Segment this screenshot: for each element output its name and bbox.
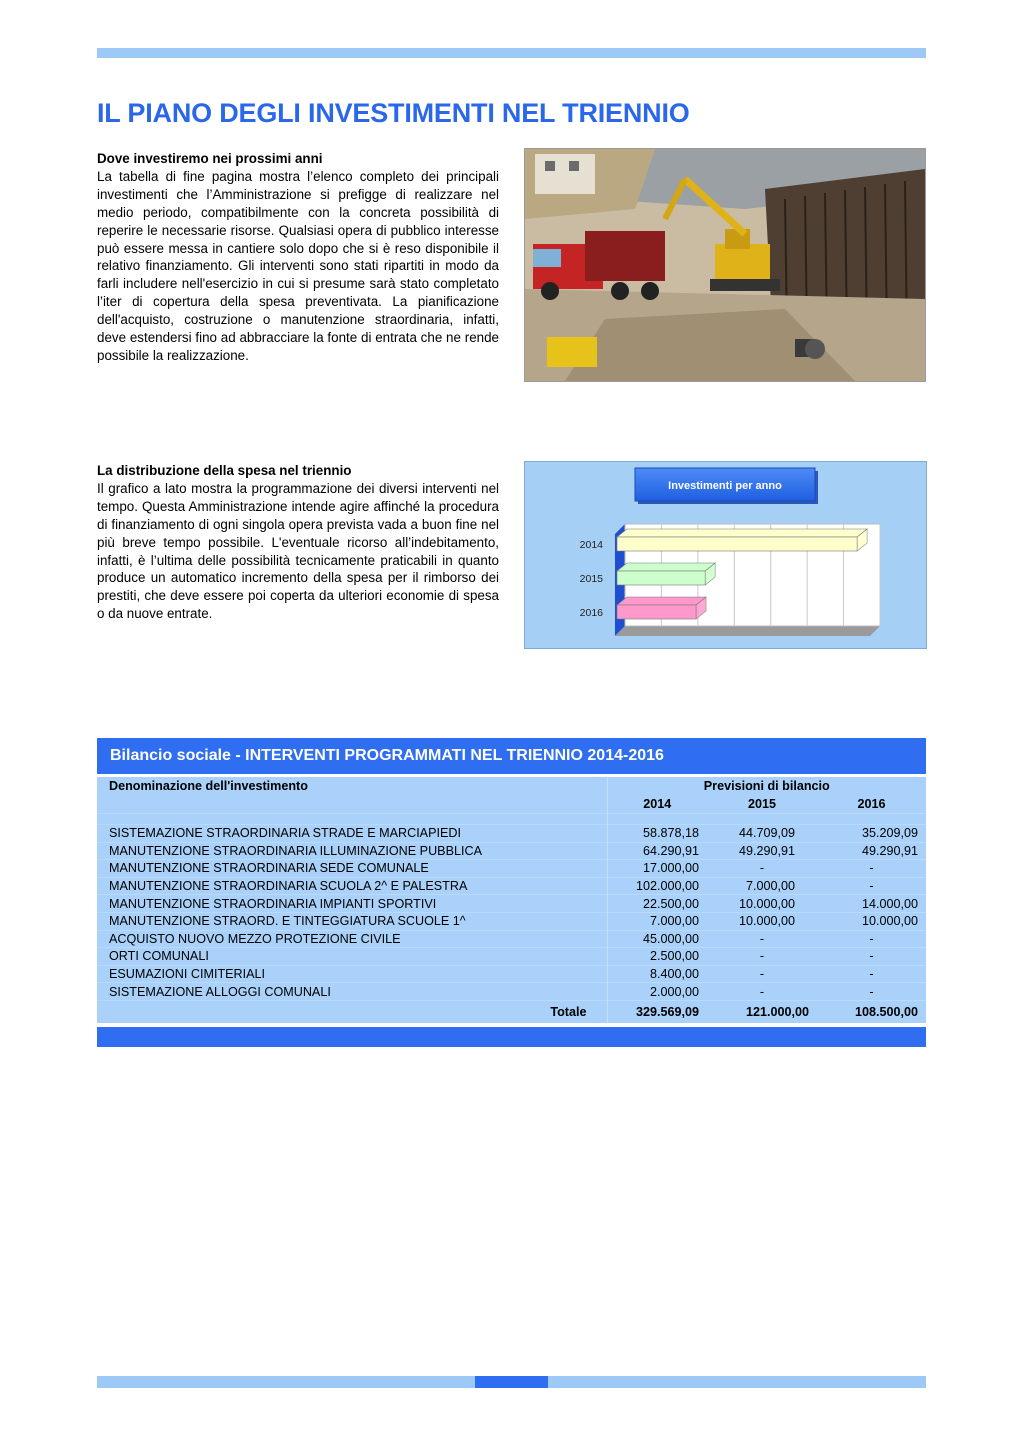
table-row xyxy=(97,965,926,983)
amount-2016: 14.000,00 xyxy=(817,895,926,913)
chart-bar-top-2016 xyxy=(617,597,706,605)
amount-2015: - xyxy=(707,965,817,983)
chart-category-label: 2014 xyxy=(579,539,603,551)
table-title: Bilancio sociale - INTERVENTI PROGRAMMATI NEL TRIENNIO 2014-2016 xyxy=(97,738,926,774)
investment-name: ACQUISTO NUOVO MEZZO PROTEZIONE CIVILE xyxy=(97,930,607,948)
amount-2014: 58.878,18 xyxy=(607,825,707,843)
amount-2014: 22.500,00 xyxy=(607,895,707,913)
table-header-row xyxy=(97,776,926,796)
table-bottom-bar xyxy=(97,1027,926,1047)
chart-bar-top-2014 xyxy=(617,529,867,537)
table-spacer-row xyxy=(97,814,926,825)
amount-2014: 2.000,00 xyxy=(607,983,707,1001)
table-row xyxy=(97,930,926,948)
amount-2014: 7.000,00 xyxy=(607,912,707,930)
investment-name: MANUTENZIONE STRAORDINARIA SCUOLA 2^ E PALESTRA xyxy=(97,877,607,895)
section-heading: Dove investiremo nei prossimi anni xyxy=(97,151,323,166)
investments-table xyxy=(97,774,926,1023)
chart-category-label: 2015 xyxy=(579,573,603,585)
investments-bar-chart xyxy=(525,462,926,648)
table-row xyxy=(97,948,926,966)
column-header-name: Denominazione dell'investimento xyxy=(97,776,607,796)
year-header-2015: 2015 xyxy=(747,797,777,811)
amount-2015: 10.000,00 xyxy=(707,895,817,913)
investments-chart xyxy=(524,461,927,649)
chart-floor xyxy=(615,626,880,636)
page-title: IL PIANO DEGLI INVESTIMENTI NEL TRIENNIO xyxy=(97,98,690,128)
table-total-row xyxy=(97,1000,926,1023)
table-row xyxy=(97,877,926,895)
chart-title: Investimenti per anno xyxy=(668,480,782,492)
total-2016: 108.500,00 xyxy=(817,1000,926,1023)
year-header-2016: 2016 xyxy=(857,797,886,811)
chart-bar-2014 xyxy=(617,537,857,551)
chart-category-label: 2016 xyxy=(579,607,603,619)
investment-name: ORTI COMUNALI xyxy=(97,948,607,966)
amount-2014: 8.400,00 xyxy=(607,965,707,983)
amount-2015: 10.000,00 xyxy=(707,912,817,930)
investment-name: SISTEMAZIONE STRAORDINARIA STRADE E MARCIAPIEDI xyxy=(97,825,607,843)
chart-bar-2015 xyxy=(617,571,705,585)
total-2014: 329.569,09 xyxy=(607,1000,707,1023)
investment-name: SISTEMAZIONE ALLOGGI COMUNALI xyxy=(97,983,607,1001)
table-row xyxy=(97,983,926,1001)
page-marker xyxy=(475,1376,548,1388)
amount-2016: 49.290,91 xyxy=(817,842,926,860)
amount-2014: 45.000,00 xyxy=(607,930,707,948)
investment-name: MANUTENZIONE STRAORDINARIA IMPIANTI SPORTIVI xyxy=(97,895,607,913)
chart-bar-2016 xyxy=(617,605,696,619)
amount-2016: - xyxy=(817,930,926,948)
table-year-row xyxy=(97,795,926,814)
table-row xyxy=(97,842,926,860)
investment-name: MANUTENZIONE STRAORDINARIA ILLUMINAZIONE PUBBLICA xyxy=(97,842,607,860)
section-heading: La distribuzione della spesa nel triennio xyxy=(97,463,352,478)
section-body: La tabella di fine pagina mostra l’elenco completo dei principali investimenti che l’Amministrazione si prefigge di realizzare nel medio periodo, compatibilmente con la concreta possibilità di reperire le necessarie risorse. Qualsiasi opera di pubblico interesse può essere messa in cantiere solo dopo che si è reso disponibile il relativo finanziamento. Gli interventi sono stati ripartiti in modo da farli includere nell'esercizio in cui si presume sarà stato completato l’iter di copertura della spesa preventivata. La pianificazione dell'acquisto, costruzione o manutenzione straordinaria, infatti, deve estendersi fino ad abbracciare la fonte di entrata che ne rende possibile la realizzazione. xyxy=(97,168,499,363)
top-decorative-bar xyxy=(97,48,926,58)
amount-2014: 17.000,00 xyxy=(607,860,707,878)
section-investments-intro xyxy=(97,150,499,365)
table-row xyxy=(97,912,926,930)
amount-2016: 35.209,09 xyxy=(817,825,926,843)
chart-bar-top-2015 xyxy=(617,563,715,571)
amount-2016: - xyxy=(817,877,926,895)
table-row xyxy=(97,860,926,878)
column-group-header: Previsioni di bilancio xyxy=(607,776,926,796)
amount-2015: - xyxy=(707,930,817,948)
investment-name: MANUTENZIONE STRAORD. E TINTEGGIATURA SCUOLE 1^ xyxy=(97,912,607,930)
amount-2015: 44.709,09 xyxy=(707,825,817,843)
amount-2015: - xyxy=(707,983,817,1001)
amount-2016: - xyxy=(817,983,926,1001)
amount-2014: 64.290,91 xyxy=(607,842,707,860)
total-label: Totale xyxy=(97,1000,607,1023)
amount-2014: 102.000,00 xyxy=(607,877,707,895)
investment-name: ESUMAZIONI CIMITERIALI xyxy=(97,965,607,983)
amount-2015: 49.290,91 xyxy=(707,842,817,860)
amount-2016: - xyxy=(817,965,926,983)
amount-2016: - xyxy=(817,948,926,966)
table-row xyxy=(97,895,926,913)
table-row xyxy=(97,825,926,843)
investments-table-panel xyxy=(97,738,926,1047)
amount-2016: 10.000,00 xyxy=(817,912,926,930)
amount-2014: 2.500,00 xyxy=(607,948,707,966)
year-header-2014: 2014 xyxy=(607,795,707,814)
section-spending-distribution xyxy=(97,462,499,623)
investment-name: MANUTENZIONE STRAORDINARIA SEDE COMUNALE xyxy=(97,860,607,878)
construction-site-photo xyxy=(524,148,926,382)
amount-2015: - xyxy=(707,860,817,878)
amount-2016: - xyxy=(817,860,926,878)
total-2015: 121.000,00 xyxy=(707,1000,817,1023)
amount-2015: 7.000,00 xyxy=(707,877,817,895)
section-body: Il grafico a lato mostra la programmazione dei diversi interventi nel tempo. Questa Amministrazione intende agire affinché la procedura di finanziamento di ogni singola opera prevista vada a buon fine nel più breve tempo possibile. L'eventuale ricorso all’indebitamento, infatti, è l’ultima delle possibilità tecnicamente praticabili in quanto produce un automatico incremento della spesa per il rimborso dei prestiti, che deve essere poi coperta da ulteriori economie di spesa o da nuove entrate. xyxy=(97,480,499,622)
amount-2015: - xyxy=(707,948,817,966)
